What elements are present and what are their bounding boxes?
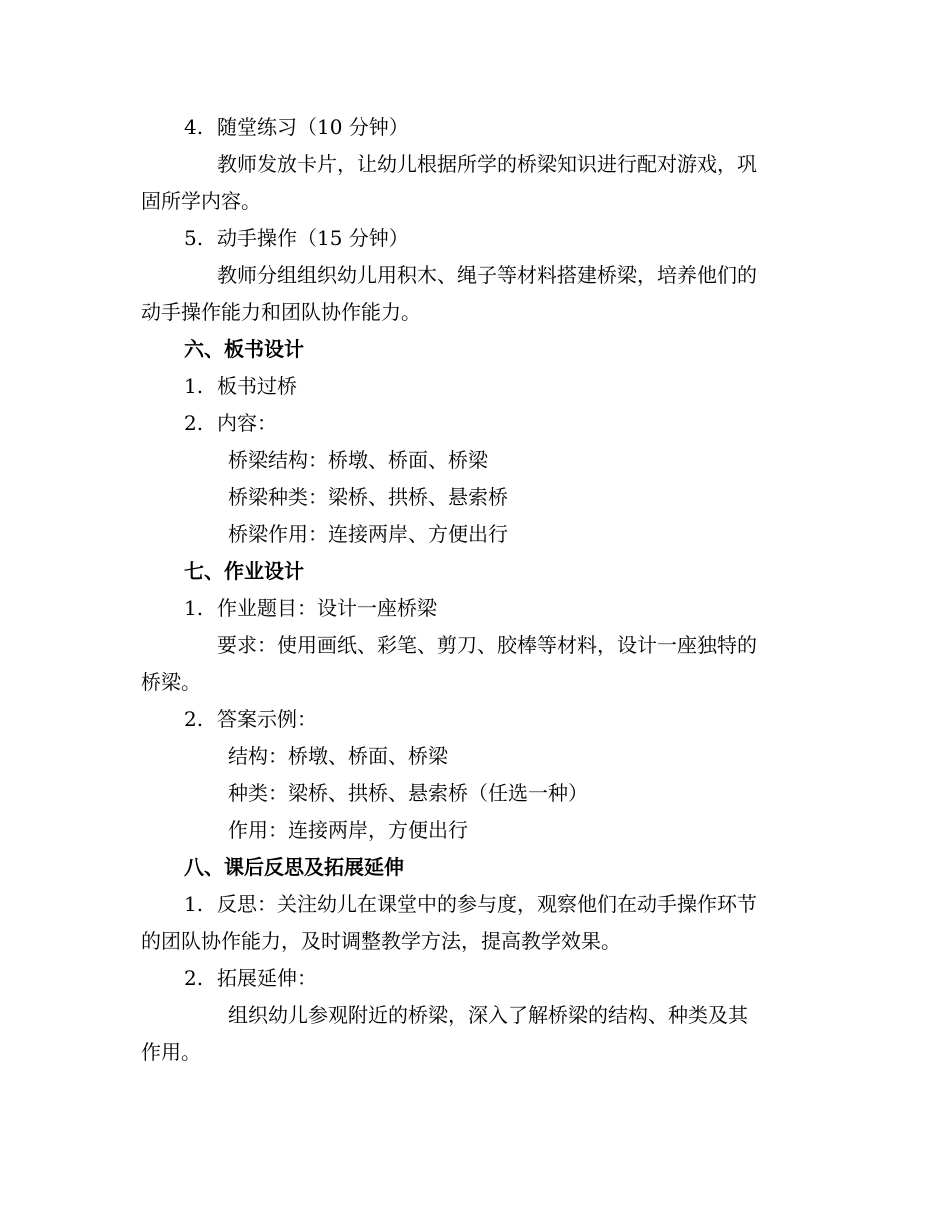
paragraph-line: 反思：关注幼儿在课堂中的参与度，观察他们在动手操作环节 <box>217 892 757 916</box>
paragraph-line: 教师分组组织幼儿用积木、绳子等材料搭建桥梁，培养他们的 <box>217 263 757 287</box>
paragraph-line: 动手操作能力和团队协作能力。 <box>141 300 421 324</box>
list-number: 5. <box>184 226 204 250</box>
paragraph-line: 桥梁。 <box>141 670 201 694</box>
list-number: 4. <box>184 115 204 139</box>
list-item: 板书过桥 <box>217 374 297 398</box>
list-number: 2. <box>184 411 204 435</box>
answer-line: 种类：梁桥、拱桥、悬索桥（任选一种） <box>228 781 588 805</box>
list-number: 2. <box>184 966 204 990</box>
paragraph-line: 固所学内容。 <box>141 189 261 213</box>
answer-line: 结构：桥墩、桥面、桥梁 <box>228 744 448 768</box>
paragraph-line: 要求：使用画纸、彩笔、剪刀、胶棒等材料，设计一座独特的 <box>217 633 757 657</box>
list-item: 拓展延伸： <box>217 966 317 990</box>
handson-title: 动手操作（15 分钟） <box>217 226 409 250</box>
practice-title: 随堂练习（10 分钟） <box>217 115 409 139</box>
paragraph-line: 组织幼儿参观附近的桥梁，深入了解桥梁的结构、种类及其 <box>228 1003 748 1027</box>
content-line: 桥梁结构：桥墩、桥面、桥梁 <box>228 448 488 472</box>
list-number: 1. <box>184 596 204 620</box>
list-number: 1. <box>184 374 204 398</box>
section-heading: 七、作业设计 <box>184 559 304 583</box>
list-item: 作业题目：设计一座桥梁 <box>217 596 437 620</box>
section-heading: 八、课后反思及拓展延伸 <box>184 855 404 879</box>
list-item: 答案示例： <box>217 707 317 731</box>
paragraph-line: 的团队协作能力，及时调整教学方法，提高教学效果。 <box>141 929 621 953</box>
list-number: 1. <box>184 892 204 916</box>
answer-line: 作用：连接两岸，方便出行 <box>228 818 468 842</box>
paragraph-line: 教师发放卡片，让幼儿根据所学的桥梁知识进行配对游戏，巩 <box>217 152 757 176</box>
section-heading: 六、板书设计 <box>184 337 304 361</box>
list-item: 内容： <box>217 411 277 435</box>
paragraph-line: 作用。 <box>141 1040 201 1064</box>
list-number: 2. <box>184 707 204 731</box>
content-line: 桥梁种类：梁桥、拱桥、悬索桥 <box>228 485 508 509</box>
content-line: 桥梁作用：连接两岸、方便出行 <box>228 522 508 546</box>
